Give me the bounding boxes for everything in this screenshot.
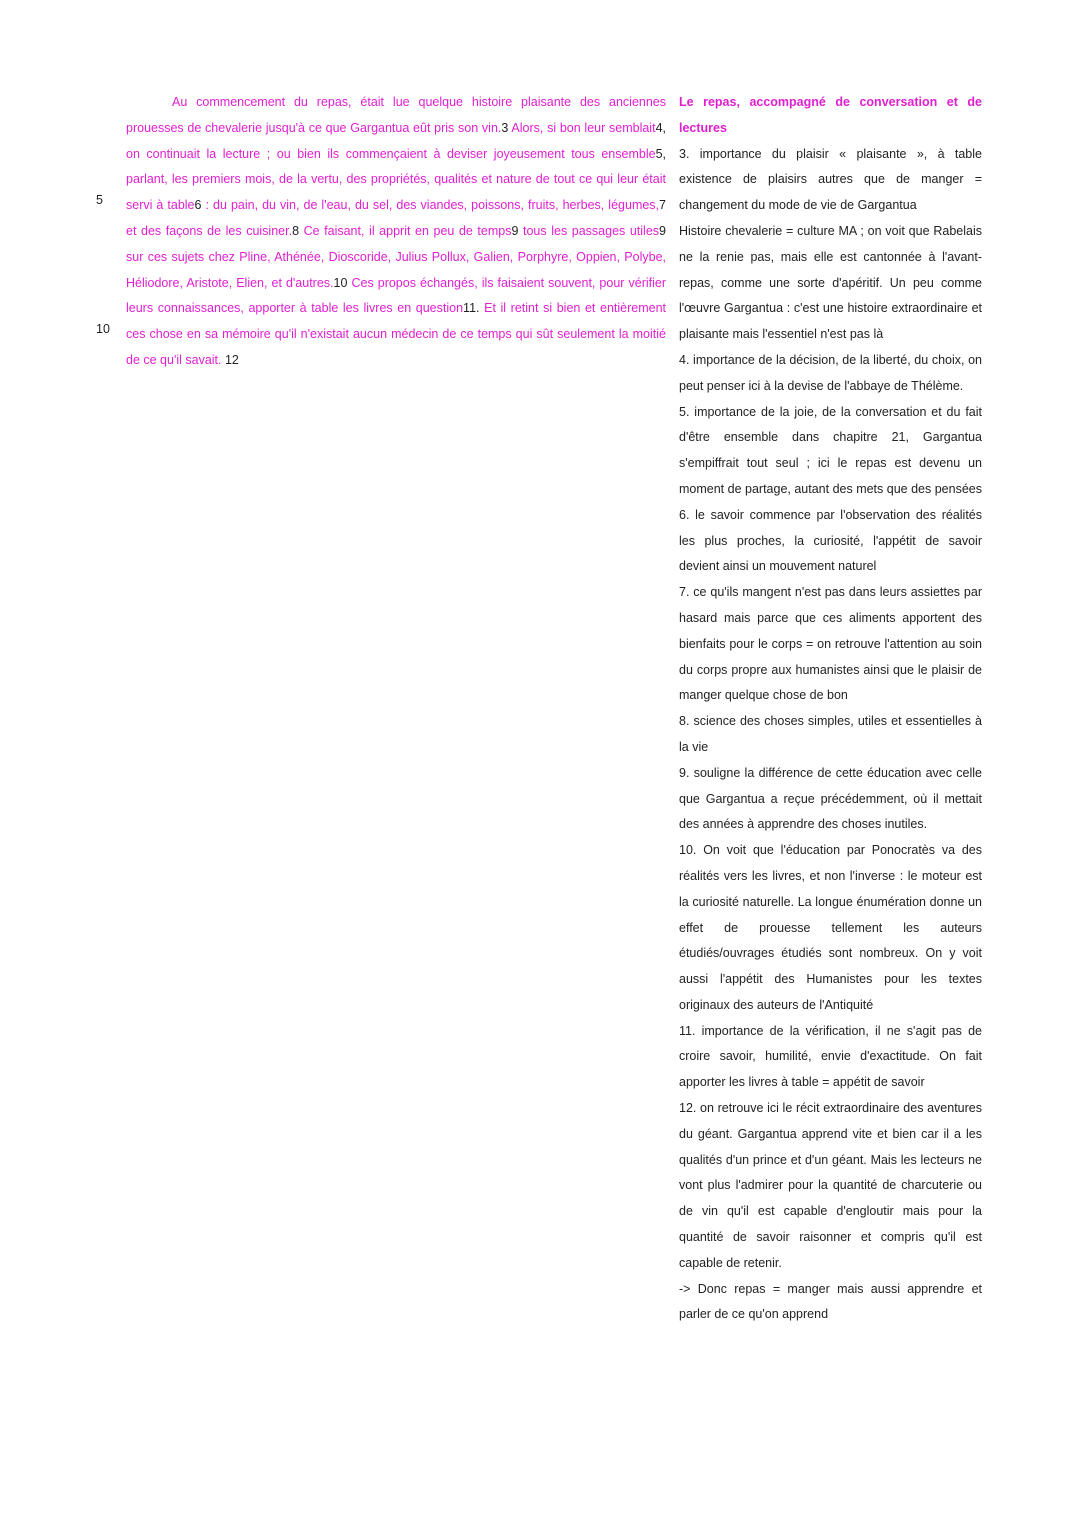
source-text-column: [126, 90, 666, 374]
text-segment: et des façons de les cuisiner.: [126, 223, 293, 238]
annotation-note-6: 6. le savoir commence par l'observation des réalités les plus proches, la curiosité, l'appétit de savoir devient ainsi un mouvement naturel: [679, 507, 982, 574]
text-segment: Alors, si bon leur semblait: [508, 120, 656, 135]
text-segment: 10: [333, 275, 348, 290]
text-segment: on continuait la lecture ; ou bien ils commençaient à deviser joyeusement tous ensemble: [126, 146, 656, 161]
annotations-column: [679, 90, 982, 1328]
annotation-note-3: 3. importance du plaisir « plaisante », à table existence de plaisirs autres que de manger = changement du mode de vie de Gargantua: [679, 146, 982, 213]
text-segment: 5,: [655, 146, 666, 161]
annotation-conclusion: -> Donc repas = manger mais aussi apprendre et parler de ce qu'on apprend: [679, 1281, 982, 1322]
source-paragraph: [126, 90, 666, 374]
text-segment: sur ces sujets chez Pline, Athénée, Dioscoride, Julius Pollux, Galien, Porphyre, Oppien, Polybe, Héliodore, Aristote, Elien, et d'autres.: [126, 249, 666, 290]
text-segment: 9: [659, 223, 666, 238]
text-segment: tous les passages utiles: [518, 223, 660, 238]
line-number-10: 10: [96, 322, 110, 336]
annotation-note-10: 10. On voit que l'éducation par Ponocratès va des réalités vers les livres, et non l'inverse : le moteur est la curiosité naturelle. La longue énumération donne un effet de prouesse tellement les auteurs étudiés/ouvrages étudiés sont nombreux. On y voit aussi l'appétit des Humanistes pour les textes originaux des auteurs de l'Antiquité: [679, 843, 982, 1012]
text-segment: 8: [292, 223, 300, 238]
annotation-note-5: 5. importance de la joie, de la conversation et du fait d'être ensemble dans chapitre 21, Gargantua s'empiffrait tout seul ; ici le repas est devenu un moment de partage, autant des mets que des pensées: [679, 404, 982, 496]
text-segment: 7: [659, 198, 666, 213]
text-segment: 6: [194, 198, 202, 213]
text-segment: 3: [501, 120, 509, 135]
text-segment: Ce faisant, il apprit en peu de temps: [299, 223, 512, 238]
text-segment: Ces propos échangés, ils faisaient souvent, pour vérifier leurs connaissances, apporter à table les livres en question: [126, 275, 666, 316]
line-number-5: 5: [96, 193, 103, 207]
annotation-note-12: 12. on retrouve ici le récit extraordinaire des aventures du géant. Gargantua apprend vite et bien car il a les qualités d'un prince et d'un géant. Mais les lecteurs ne vont plus l'admirer pour la quantité de charcuterie ou de vin qu'il est capable d'engloutir mais pour la quantité de savoir raisonner et compris qu'il est capable de retenir.: [679, 1101, 982, 1270]
text-segment: Et il retint si bien et entièrement ces chose en sa mémoire qu'il n'existait aucun médecin de ce temps qui sût seulement la moitié de ce qu'il savait.: [126, 301, 666, 367]
annotation-note-7: 7. ce qu'ils mangent n'est pas dans leurs assiettes par hasard mais parce que ces aliments apportent des bienfaits pour le corps = on retrouve l'attention au soin du corps propre aux humanistes ainsi que le plaisir de manger quelque chose de bon: [679, 585, 982, 703]
annotations-title: Le repas, accompagné de conversation et de lectures: [679, 95, 982, 135]
text-segment: 9: [511, 223, 519, 238]
annotation-note-8: 8. science des choses simples, utiles et essentielles à la vie: [679, 714, 982, 754]
annotation-note-9: 9. souligne la différence de cette éducation avec celle que Gargantua a reçue précédemment, où il mettait des années à apprendre des choses inutiles.: [679, 765, 982, 832]
annotation-note-chevalerie: Histoire chevalerie = culture MA ; on voit que Rabelais ne la renie pas, mais elle est cantonnée à l'avant-repas, comme une sorte d'apéritif. Un peu comme l'œuvre Gargantua : c'est une histoire extraordinaire et plaisante mais l'essentiel n'est pas là: [679, 223, 982, 342]
annotation-note-4: 4. importance de la décision, de la liberté, du choix, on peut penser ici à la devise de l'abbaye de Thélème.: [679, 352, 982, 393]
text-segment: 12: [221, 352, 239, 367]
text-segment: 4,: [655, 120, 666, 135]
text-segment: 11.: [463, 301, 480, 316]
text-segment: : du pain, du vin, de l'eau, du sel, des viandes, poissons, fruits, herbes, légumes,: [201, 198, 660, 213]
annotation-note-11: 11. importance de la vérification, il ne s'agit pas de croire savoir, humilité, envie d'exactitude. On fait apporter les livres à table = appétit de savoir: [679, 1023, 982, 1090]
text-segment: parlant, les premiers mois, de la vertu, des propriétés, qualités et nature de tout ce qui leur était servi à table: [126, 172, 666, 213]
text-segment: Au commencement du repas, était lue quelque histoire plaisante des anciennes prouesses de chevalerie jusqu'à ce que Gargantua eût pris son vin.: [126, 95, 666, 135]
